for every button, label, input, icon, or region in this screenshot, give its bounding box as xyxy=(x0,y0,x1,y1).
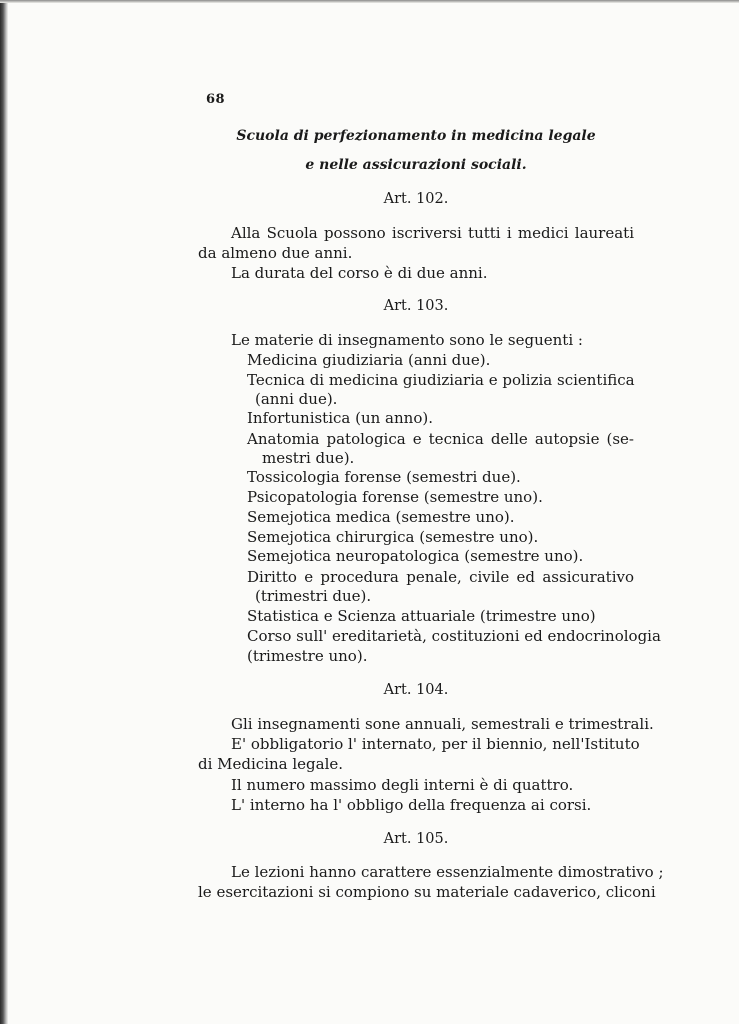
article-103-line: Anatomia patologica e tecnica delle autopsie (se- xyxy=(247,430,634,448)
article-103-line: (trimestri due). xyxy=(255,587,372,605)
article-103-line: Statistica e Scienza attuariale (trimestre uno) xyxy=(247,607,596,625)
page-number: 68 xyxy=(206,92,226,107)
article-103-line: Tecnica di medicina giudiziaria e polizia scientifica xyxy=(247,371,635,389)
article-103-title: Art. 103. xyxy=(383,298,449,314)
article-104-line: Gli insegnamenti sone annuali, semestrali e trimestrali. xyxy=(231,715,654,733)
article-102-line: La durata del corso è di due anni. xyxy=(231,264,488,282)
article-103-line: Psicopatologia forense (semestre uno). xyxy=(247,488,543,506)
scanned-page-left-edge xyxy=(0,0,8,1024)
article-102-line: Alla Scuola possono iscriversi tutti i medici laureati xyxy=(231,224,634,242)
article-103-line: Infortunistica (un anno). xyxy=(247,409,433,427)
scanned-page-top-edge xyxy=(0,0,739,3)
article-103-line: (trimestre uno). xyxy=(247,647,368,665)
article-103-line: Corso sull' ereditarietà, costituzioni ed endocrinologia xyxy=(247,627,661,645)
article-103-line: Medicina giudiziaria (anni due). xyxy=(247,351,491,369)
article-104-title: Art. 104. xyxy=(383,682,449,698)
article-104-line: E' obbligatorio l' internato, per il biennio, nell'Istituto xyxy=(231,735,640,753)
article-103-line: Diritto e procedura penale, civile ed assicurativo xyxy=(247,568,634,586)
article-102-line: da almeno due anni. xyxy=(198,244,353,262)
article-103-line: Semejotica neuropatologica (semestre uno). xyxy=(247,547,584,565)
article-104-line: di Medicina legale. xyxy=(198,755,344,773)
article-104-line: L' interno ha l' obbligo della frequenza ai corsi. xyxy=(231,796,592,814)
section-heading-line-1: Scuola di perfezionamento in medicina legale xyxy=(236,128,596,144)
article-103-line: (anni due). xyxy=(255,390,338,408)
article-103-line: mestri due). xyxy=(262,449,355,467)
section-heading-line-2: e nelle assicurazioni sociali. xyxy=(305,157,527,173)
article-103-line: Semejotica medica (semestre uno). xyxy=(247,508,515,526)
article-103-line: Tossicologia forense (semestri due). xyxy=(247,468,521,486)
article-105-title: Art. 105. xyxy=(383,831,449,847)
article-105-line: le esercitazioni si compiono su materiale cadaverico, cliconi xyxy=(198,883,656,901)
article-103-line: Semejotica chirurgica (semestre uno). xyxy=(247,528,539,546)
article-102-title: Art. 102. xyxy=(383,191,449,207)
article-104-line: Il numero massimo degli interni è di quattro. xyxy=(231,776,574,794)
article-103-line: Le materie di insegnamento sono le seguenti : xyxy=(231,331,583,349)
article-105-line: Le lezioni hanno carattere essenzialmente dimostrativo ; xyxy=(231,863,664,881)
